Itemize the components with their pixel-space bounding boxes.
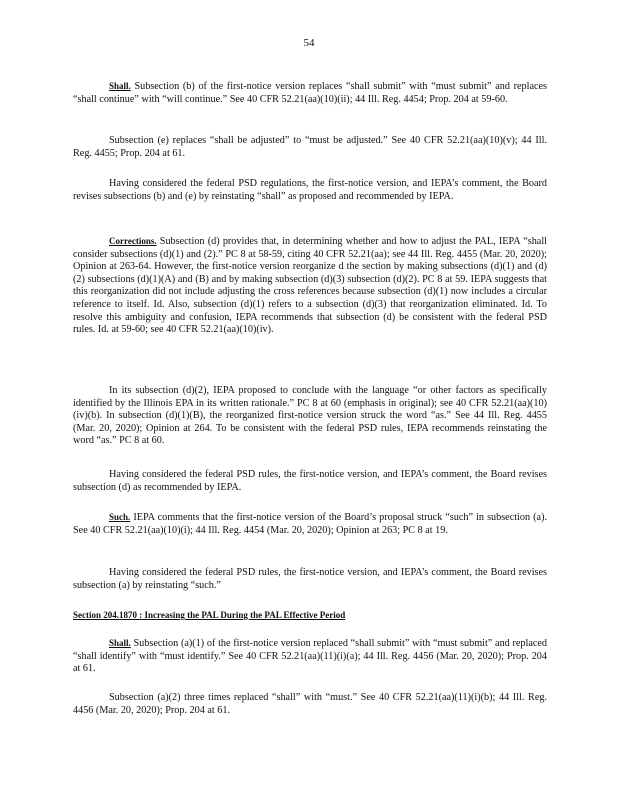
- paragraph-subsection-a2: [73, 692, 547, 717]
- paragraph-subsection-d2: [73, 385, 547, 448]
- paragraph-board-revises-b-e: [73, 178, 547, 203]
- paragraph-lead: Shall.: [109, 81, 131, 91]
- paragraph-text: Subsection (d) provides that, in determining whether and how to adjust the PAL, IEPA “shall consider subsections (d)(1) and (2).” PC 8 at 58-59, citing 40 CFR 52.21(aa); see 44 Ill. Reg. 4455 (Mar. 20, 2020); Opinion at 263-64. However, the first-notice version reorganize d the section by making subsections (d)(1) and (d)(2) subsections (d)(1)(A) and (B) and by making subsection (d)(3) subsection (d)(2). PC 8 at 59. IEPA suggests that this reorganization did not include adjusting the cross references because subsection (d)(1) now includes a circular reference to itself. Id. Also, subsection (d)(1) refers to a subsection (d)(3) that reorganization eliminated. Id. To resolve this ambiguity and confusion, IEPA recommends that subsection (d) be consistent with the federal PSD rules. Id. at 59-60; see 40 CFR 52.21(aa)(10)(iv).: [73, 236, 547, 336]
- paragraph-board-revises-a: [73, 567, 547, 592]
- paragraph-shall-b-e: [73, 80, 547, 106]
- paragraph-text: Having considered the federal PSD regulations, the first-notice version, and IEPA’s comment, the Board revises subsections (b) and (e) by reinstating “shall” as proposed and recommended by IEPA.: [73, 178, 547, 202]
- paragraph-text: In its subsection (d)(2), IEPA proposed to conclude with the language “or other factors as specifically identified by the Illinois EPA in its written rationale.” PC 8 at 60 (emphasis in original); see 40 CFR 52.21(aa)(10)(iv)(b). In subsection (d)(1)(B), the reorganized first-notice version struck the word “as.” See 44 Ill. Reg. 4455 (Mar. 20, 2020); Opinion at 264. To be consistent with the federal PSD rules, IEPA recommends reinstating the word “as.” PC 8 at 60.: [73, 385, 547, 447]
- paragraph-corrections: [73, 235, 547, 337]
- paragraph-lead: Such.: [109, 512, 131, 522]
- paragraph-lead: Shall.: [109, 638, 131, 648]
- paragraph-text: Subsection (a)(2) three times replaced “shall” with “must.” See 40 CFR 52.21(aa)(11)(i)(b); 44 Ill. Reg. 4456 (Mar. 20, 2020); Prop. 204 at 61.: [73, 692, 547, 716]
- paragraph-text: Subsection (e) replaces “shall be adjusted” to “must be adjusted.” See 40 CFR 52.21(aa)(10)(v); 44 Ill. Reg. 4455; Prop. 204 at 61.: [73, 135, 547, 159]
- paragraph-text: Having considered the federal PSD rules, the first-notice version, and IEPA’s comment, the Board revises subsection (d) as recommended by IEPA.: [73, 469, 547, 493]
- paragraph-lead: Corrections.: [109, 236, 157, 246]
- paragraph-text: Subsection (a)(1) of the first-notice version replaced “shall submit” with “must submit” and replaced “shall identify” with “must identify.” See 40 CFR 52.21(aa)(11)(i)(a); 44 Ill. Reg. 4456 (Mar. 20, 2020); Prop. 204 at 61.: [73, 638, 547, 675]
- paragraph-text: Having considered the federal PSD rules, the first-notice version, and IEPA’s comment, the Board revises subsection (a) by reinstating “such.”: [73, 567, 547, 591]
- paragraph-board-revises-d: [73, 469, 547, 494]
- paragraph-shall-a1: [73, 637, 547, 676]
- section-heading: Section 204.1870 : Increasing the PAL During the PAL Effective Period: [73, 610, 346, 620]
- paragraph-subsection-e: [73, 135, 547, 160]
- paragraph-text: Subsection (b) of the first-notice version replaces “shall submit” with “must submit” and replaces “shall continue” with “will continue.” See 40 CFR 52.21(aa)(10)(ii); 44 Ill. Reg. 4454; Prop. 204 at 59-60.: [73, 81, 547, 105]
- paragraph-such: [73, 511, 547, 537]
- paragraph-text: IEPA comments that the first-notice version of the Board’s proposal struck “such” in subsection (a). See 40 CFR 52.21(aa)(10)(i); 44 Ill. Reg. 4454 (Mar. 20, 2020); Opinion at 263; PC 8 at 19.: [73, 512, 548, 536]
- page-number: 54: [303, 37, 315, 49]
